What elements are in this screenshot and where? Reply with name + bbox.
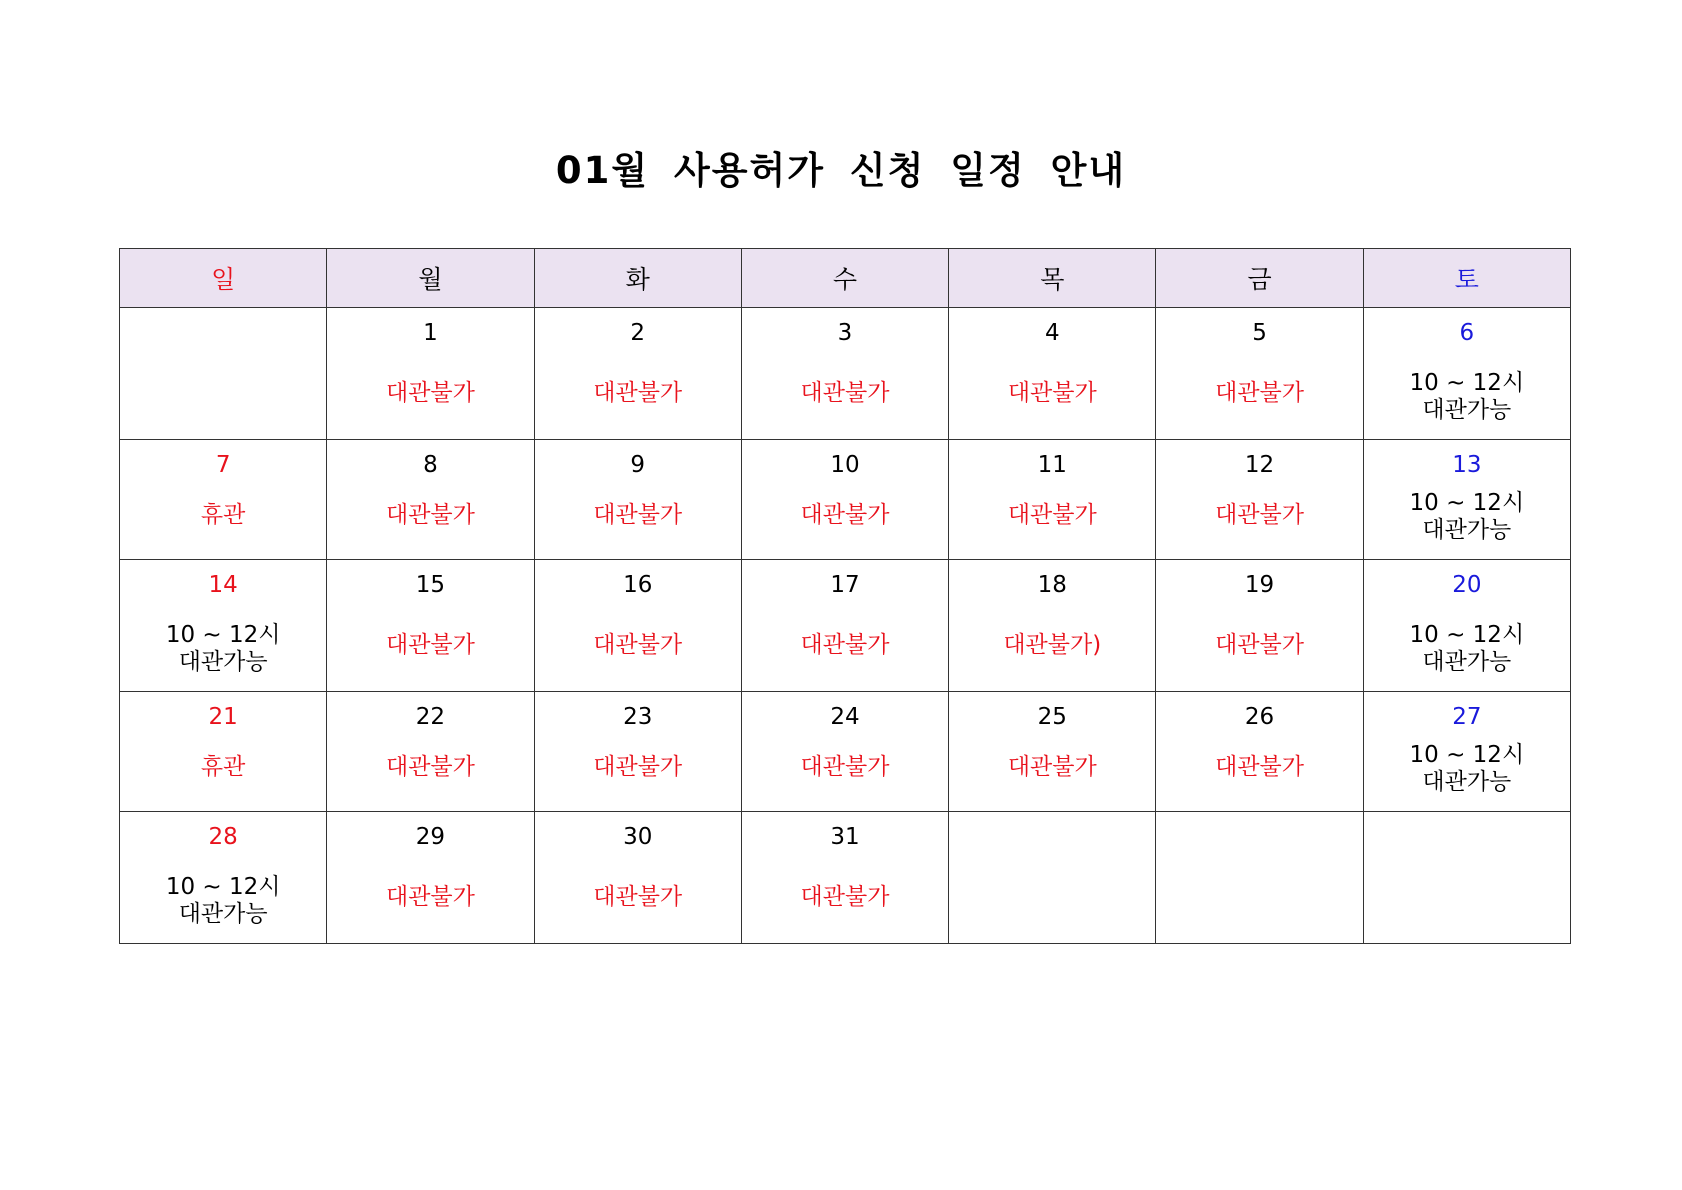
day-status: [742, 502, 948, 529]
day-number: 21: [208, 704, 238, 730]
calendar-day-cell: [949, 812, 1156, 944]
weekday-header-wed: 수: [741, 249, 948, 308]
day-number: 8: [423, 452, 438, 478]
day-status: [535, 380, 741, 407]
calendar-day-cell: [327, 440, 534, 560]
unavailable-text: 대관불가: [1007, 502, 1097, 528]
availability-text: 대관가능: [178, 901, 268, 927]
calendar-day-cell: [327, 812, 534, 944]
calendar-day-cell: [1363, 560, 1570, 692]
day-status: [1156, 632, 1362, 659]
day-number: 13: [1452, 452, 1482, 478]
day-status: [535, 754, 741, 781]
unavailable-text: 대관불가: [800, 754, 890, 780]
day-status: [1364, 622, 1570, 676]
unavailable-text: 대관불가: [800, 884, 890, 910]
availability-text: 대관가능: [1422, 649, 1512, 675]
unavailable-text: 대관불가: [385, 632, 475, 658]
unavailable-text: 대관불가: [593, 884, 683, 910]
day-number: 20: [1452, 572, 1482, 598]
calendar-day-cell: [327, 692, 534, 812]
calendar-day-cell: [1363, 308, 1570, 440]
unavailable-text: 대관불가: [385, 502, 475, 528]
day-status: [1364, 742, 1570, 796]
day-number: 12: [1244, 452, 1275, 478]
unavailable-text: 대관불가: [385, 754, 475, 780]
day-number: 31: [830, 824, 860, 850]
unavailable-text: 대관불가: [593, 502, 683, 528]
availability-text: 대관가능: [1422, 769, 1512, 795]
calendar-week-row: [120, 440, 1571, 560]
unavailable-text: 대관불가: [1215, 632, 1304, 658]
day-number: 5: [1252, 320, 1267, 346]
calendar-day-cell: [120, 308, 327, 440]
calendar-day-cell: [534, 692, 741, 812]
unavailable-text: 대관불가: [593, 632, 683, 658]
day-status: [742, 884, 948, 911]
day-number: 7: [215, 452, 231, 478]
calendar-day-cell: [534, 308, 741, 440]
calendar-day-cell: [534, 812, 741, 944]
day-status: [949, 632, 1155, 659]
availability-text: 대관가능: [178, 649, 268, 675]
calendar-day-cell: [1363, 812, 1570, 944]
day-status: [327, 502, 533, 529]
day-status: [120, 622, 326, 676]
day-number: 2: [630, 320, 646, 346]
day-number: 14: [208, 572, 238, 598]
calendar-day-cell: [1156, 308, 1363, 440]
page-title: 01월 사용허가 신청 일정 안내: [555, 149, 1127, 192]
day-number: 25: [1037, 704, 1067, 730]
calendar-day-cell: [949, 560, 1156, 692]
day-number: 18: [1037, 572, 1067, 598]
day-number: 19: [1244, 572, 1275, 598]
day-status: [120, 502, 326, 529]
day-number: 3: [837, 320, 853, 346]
unavailable-text: 대관불가: [385, 380, 475, 406]
calendar-day-cell: [120, 812, 327, 944]
day-status: [535, 884, 741, 911]
day-number: 22: [415, 704, 446, 730]
day-number: 30: [623, 824, 653, 850]
availability-text: 대관가능: [1422, 397, 1512, 423]
calendar-day-cell: [741, 308, 948, 440]
day-number: 6: [1459, 320, 1475, 346]
calendar-day-cell: [741, 692, 948, 812]
day-status: [1156, 380, 1362, 407]
day-number: 16: [623, 572, 653, 598]
day-number: 29: [415, 824, 446, 850]
day-number: 28: [208, 824, 238, 850]
calendar-day-cell: [741, 440, 948, 560]
day-status: [120, 754, 326, 781]
unavailable-text: 대관불가: [1007, 380, 1097, 406]
calendar-day-cell: [1156, 440, 1363, 560]
day-status: [949, 380, 1155, 407]
weekday-header-tue: 화: [534, 249, 741, 308]
calendar-week-row: [120, 560, 1571, 692]
calendar-day-cell: [949, 308, 1156, 440]
day-status: [327, 884, 533, 911]
calendar-day-cell: [1156, 812, 1363, 944]
availability-text: 10 ~ 12시: [1409, 742, 1525, 768]
day-status: [949, 502, 1155, 529]
availability-text: 10 ~ 12시: [1409, 622, 1525, 648]
unavailable-text: 대관불가: [1007, 754, 1097, 780]
day-status: [1156, 502, 1362, 529]
calendar-day-cell: [120, 560, 327, 692]
calendar-day-cell: [327, 560, 534, 692]
day-status: [742, 380, 948, 407]
unavailable-text: 휴관: [200, 502, 246, 528]
weekday-header-sun: 일: [120, 249, 327, 308]
weekday-header-thu: 목: [949, 249, 1156, 308]
calendar-day-cell: [1363, 692, 1570, 812]
day-status: [742, 754, 948, 781]
day-status: [949, 754, 1155, 781]
calendar-week-row: [120, 812, 1571, 944]
day-status: [1156, 754, 1362, 781]
availability-text: 10 ~ 12시: [165, 874, 281, 900]
weekday-header-mon: 월: [327, 249, 534, 308]
calendar-day-cell: [949, 440, 1156, 560]
availability-text: 대관가능: [1422, 517, 1512, 543]
calendar-day-cell: [741, 812, 948, 944]
weekday-header-fri: 금: [1156, 249, 1363, 308]
calendar-day-cell: [120, 440, 327, 560]
unavailable-text: 대관불가): [1003, 632, 1102, 658]
calendar-day-cell: [327, 308, 534, 440]
day-status: [327, 380, 533, 407]
unavailable-text: 대관불가: [593, 380, 683, 406]
availability-text: 10 ~ 12시: [1409, 490, 1525, 516]
availability-text: 10 ~ 12시: [1409, 370, 1525, 396]
day-status: [1364, 490, 1570, 544]
calendar-day-cell: [534, 560, 741, 692]
day-status: [327, 632, 533, 659]
weekday-header-row: [120, 249, 1571, 308]
day-number: 26: [1244, 704, 1275, 730]
weekday-header-sat: 토: [1363, 249, 1570, 308]
unavailable-text: 대관불가: [1215, 502, 1304, 528]
calendar-day-cell: [1156, 560, 1363, 692]
day-number: 15: [415, 572, 446, 598]
day-status: [742, 632, 948, 659]
availability-text: 10 ~ 12시: [165, 622, 281, 648]
day-number: 17: [830, 572, 860, 598]
calendar-day-cell: [741, 560, 948, 692]
day-number: 24: [830, 704, 860, 730]
calendar-week-row: [120, 692, 1571, 812]
day-number: 9: [630, 452, 646, 478]
day-status: [535, 632, 741, 659]
day-status: [327, 754, 533, 781]
day-number: 11: [1037, 452, 1067, 478]
unavailable-text: 대관불가: [800, 502, 890, 528]
day-status: [120, 874, 326, 928]
unavailable-text: 대관불가: [800, 632, 890, 658]
unavailable-text: 대관불가: [800, 380, 890, 406]
day-number: 23: [623, 704, 653, 730]
unavailable-text: 대관불가: [593, 754, 683, 780]
calendar-day-cell: [949, 692, 1156, 812]
unavailable-text: 대관불가: [1215, 380, 1304, 406]
day-number: 27: [1452, 704, 1482, 730]
calendar-day-cell: [1363, 440, 1570, 560]
calendar-day-cell: [1156, 692, 1363, 812]
unavailable-text: 대관불가: [1215, 754, 1304, 780]
day-number: 10: [830, 452, 860, 478]
day-number: 1: [423, 320, 438, 346]
unavailable-text: 휴관: [200, 754, 246, 780]
day-status: [1364, 370, 1570, 424]
unavailable-text: 대관불가: [385, 884, 475, 910]
calendar-week-row: [120, 308, 1571, 440]
day-number: 4: [1044, 320, 1060, 346]
day-status: [535, 502, 741, 529]
calendar-day-cell: [120, 692, 327, 812]
schedule-calendar-table: [119, 248, 1571, 944]
calendar-day-cell: [534, 440, 741, 560]
